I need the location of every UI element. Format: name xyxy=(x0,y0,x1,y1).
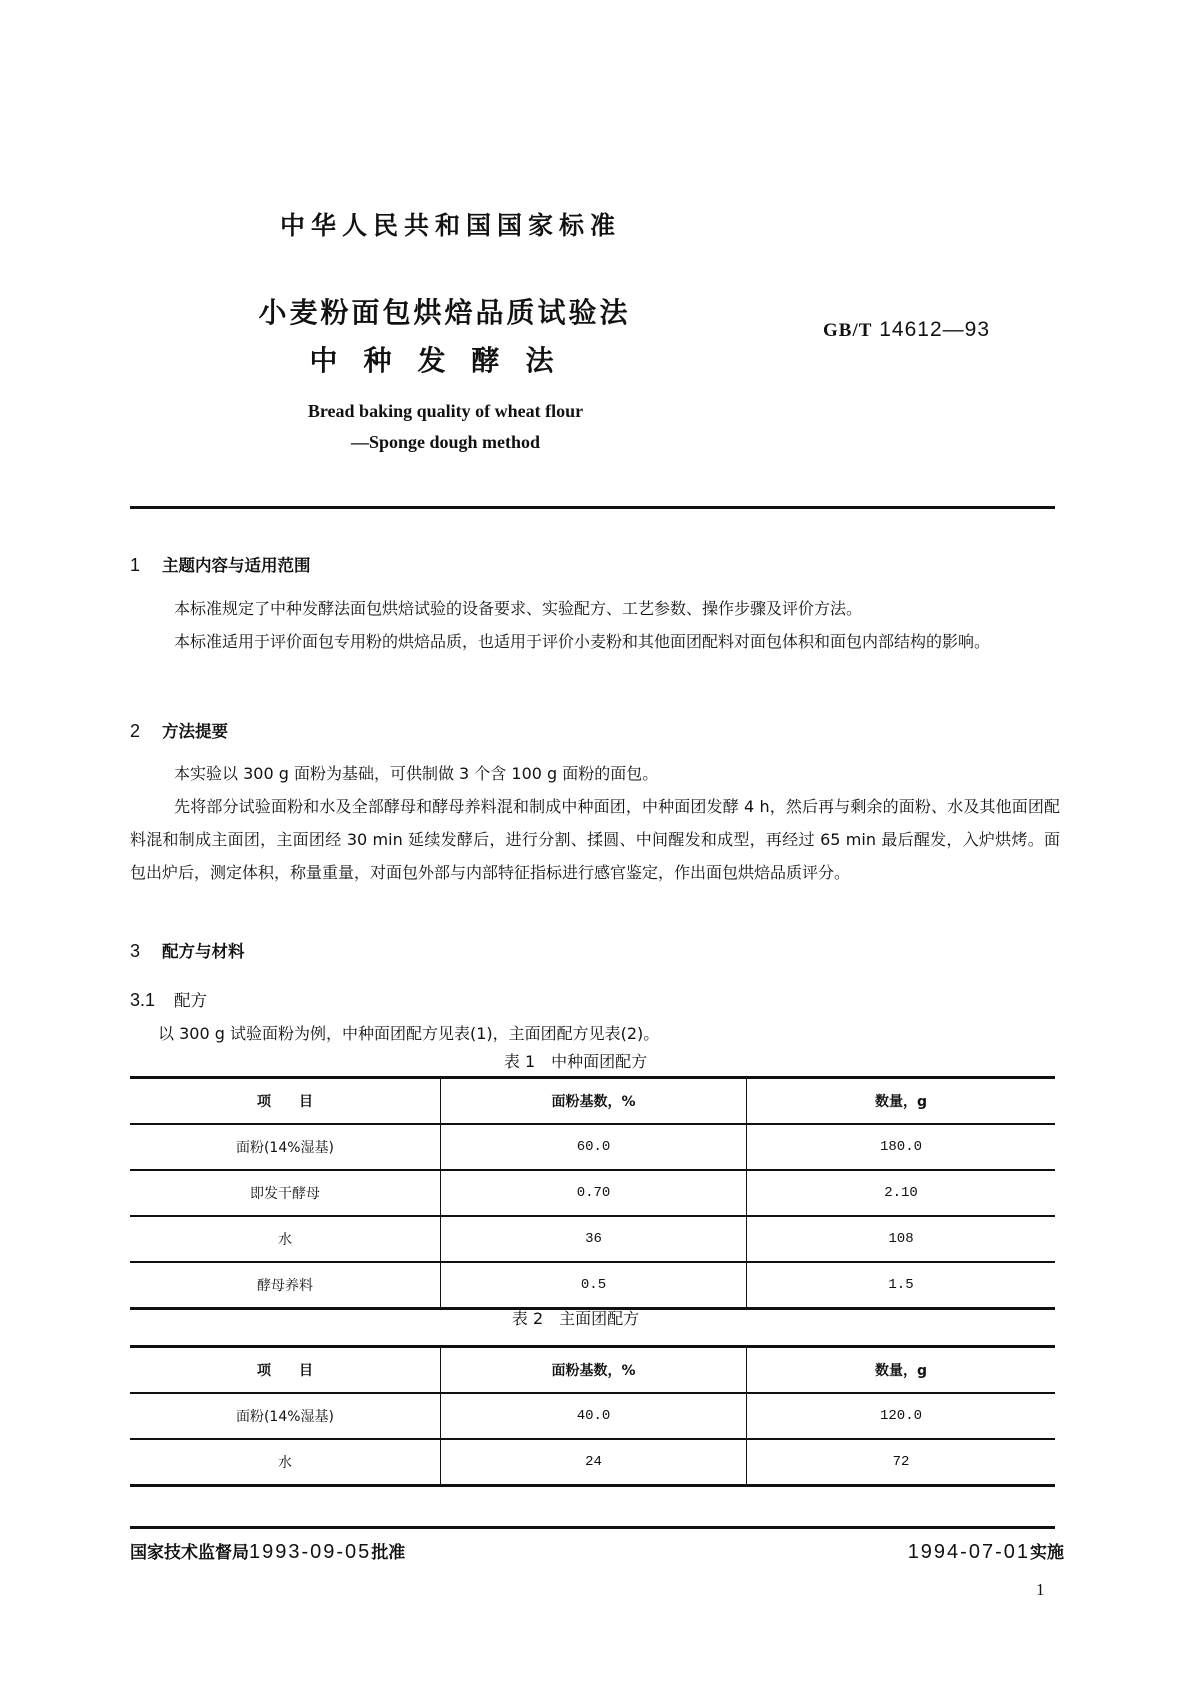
percent-cell: 40.0 xyxy=(441,1393,747,1439)
percent-cell: 60.0 xyxy=(441,1124,747,1170)
table-row xyxy=(130,1170,1055,1216)
percent-cell: 36 xyxy=(441,1216,747,1262)
section-1-paragraph-2: 本标准适用于评价面包专用粉的烘焙品质，也适用于评价小麦粉和其他面团配料对面包体积和面包内部结构的影响。 xyxy=(174,632,991,651)
footer-divider xyxy=(130,1526,1055,1529)
standard-type-heading: 中华人民共和国国家标准 xyxy=(279,211,621,240)
section-3-1-paragraph: 以 300 g 试验面粉为例，中种面团配方见表(1)，主面团配方见表(2)。 xyxy=(158,1024,660,1043)
english-title-line1: Bread baking quality of wheat flour xyxy=(307,401,584,421)
standard-code xyxy=(823,318,990,342)
amount-cell: 1.5 xyxy=(747,1262,1056,1309)
header-cell: 面粉基数，% xyxy=(441,1078,747,1125)
section-2-paragraph-1: 本实验以 300 g 面粉为基础，可供制做 3 个含 100 g 面粉的面包。 xyxy=(174,764,659,783)
section-2-paragraph-2: 先将部分试验面粉和水及全部酵母和酵母养料混和制成中种面团，中种面团发酵 4 h，然后再与剩余的面粉、水及其他面团配料混和制成主面团，主面团经 30 min 延续发酵后，进行分割、揉圆、中间醒发和成型，再经过 65 min 最后醒发，入炉烘烤。面包出炉后，测定体积，称量重量，对面包外部与内部特征指标进行感官鉴定，作出面包烘焙品质评分。 xyxy=(130,797,1060,882)
effective-line xyxy=(908,1538,1064,1564)
section-title: 方法提要 xyxy=(162,722,228,741)
page-number: 1 xyxy=(1036,1580,1045,1599)
table-header-row xyxy=(130,1347,1055,1394)
table-row xyxy=(130,1439,1055,1486)
effective-suffix: 实施 xyxy=(1030,1543,1064,1563)
item-cell: 面粉(14%湿基) xyxy=(130,1124,441,1170)
amount-cell: 72 xyxy=(747,1439,1056,1486)
document-title-line1: 小麦粉面包烘焙品质试验法 xyxy=(258,296,631,329)
header-cell: 面粉基数，% xyxy=(441,1347,747,1394)
amount-cell: 180.0 xyxy=(747,1124,1056,1170)
approval-line xyxy=(130,1538,405,1564)
approval-org: 国家技术监督局 xyxy=(130,1543,249,1563)
section-number: 1 xyxy=(130,555,141,575)
section-3-heading xyxy=(130,938,245,962)
header-divider xyxy=(130,506,1055,509)
amount-cell: 108 xyxy=(747,1216,1056,1262)
section-number: 3 xyxy=(130,941,141,961)
section-title: 配方 xyxy=(174,991,207,1010)
document-title-line2: 中种发酵法 xyxy=(309,344,580,377)
item-cell: 水 xyxy=(130,1439,441,1486)
section-2-heading xyxy=(130,718,228,742)
section-number: 2 xyxy=(130,721,141,741)
standard-code-prefix: GB/T xyxy=(823,320,873,341)
approval-date: 1993-09-05 xyxy=(249,1541,372,1563)
item-cell: 水 xyxy=(130,1216,441,1262)
header-cell: 项 目 xyxy=(130,1347,441,1394)
table-row xyxy=(130,1216,1055,1262)
section-1-heading xyxy=(130,552,311,576)
table-2 xyxy=(130,1345,1055,1487)
item-cell: 即发干酵母 xyxy=(130,1170,441,1216)
english-title-line2: —Sponge dough method xyxy=(350,432,541,452)
section-number: 3.1 xyxy=(130,990,156,1010)
section-1-paragraph-1: 本标准规定了中种发酵法面包烘焙试验的设备要求、实验配方、工艺参数、操作步骤及评价方法。 xyxy=(174,599,863,618)
percent-cell: 0.5 xyxy=(441,1262,747,1309)
item-cell: 面粉(14%湿基) xyxy=(130,1393,441,1439)
table-2-caption: 表 2 主面团配方 xyxy=(511,1309,640,1328)
table-header-row xyxy=(130,1078,1055,1125)
approval-suffix: 批准 xyxy=(371,1543,406,1563)
percent-cell: 24 xyxy=(441,1439,747,1486)
table-row xyxy=(130,1262,1055,1309)
header-cell: 数量，g xyxy=(747,1078,1056,1125)
effective-date: 1994-07-01 xyxy=(907,1541,1030,1563)
percent-cell: 0.70 xyxy=(441,1170,747,1216)
table-1-caption: 表 1 中种面团配方 xyxy=(503,1052,648,1071)
item-cell: 酵母养料 xyxy=(130,1262,441,1309)
standard-code-number: 14612—93 xyxy=(879,318,991,341)
amount-cell: 2.10 xyxy=(747,1170,1056,1216)
table-row xyxy=(130,1124,1055,1170)
header-cell: 数量，g xyxy=(747,1347,1056,1394)
amount-cell: 120.0 xyxy=(747,1393,1056,1439)
section-3-1-heading xyxy=(130,987,207,1011)
table-1 xyxy=(130,1076,1055,1310)
section-title: 配方与材料 xyxy=(162,942,245,961)
section-title: 主题内容与适用范围 xyxy=(162,556,311,575)
table-row xyxy=(130,1393,1055,1439)
header-cell: 项 目 xyxy=(130,1078,441,1125)
